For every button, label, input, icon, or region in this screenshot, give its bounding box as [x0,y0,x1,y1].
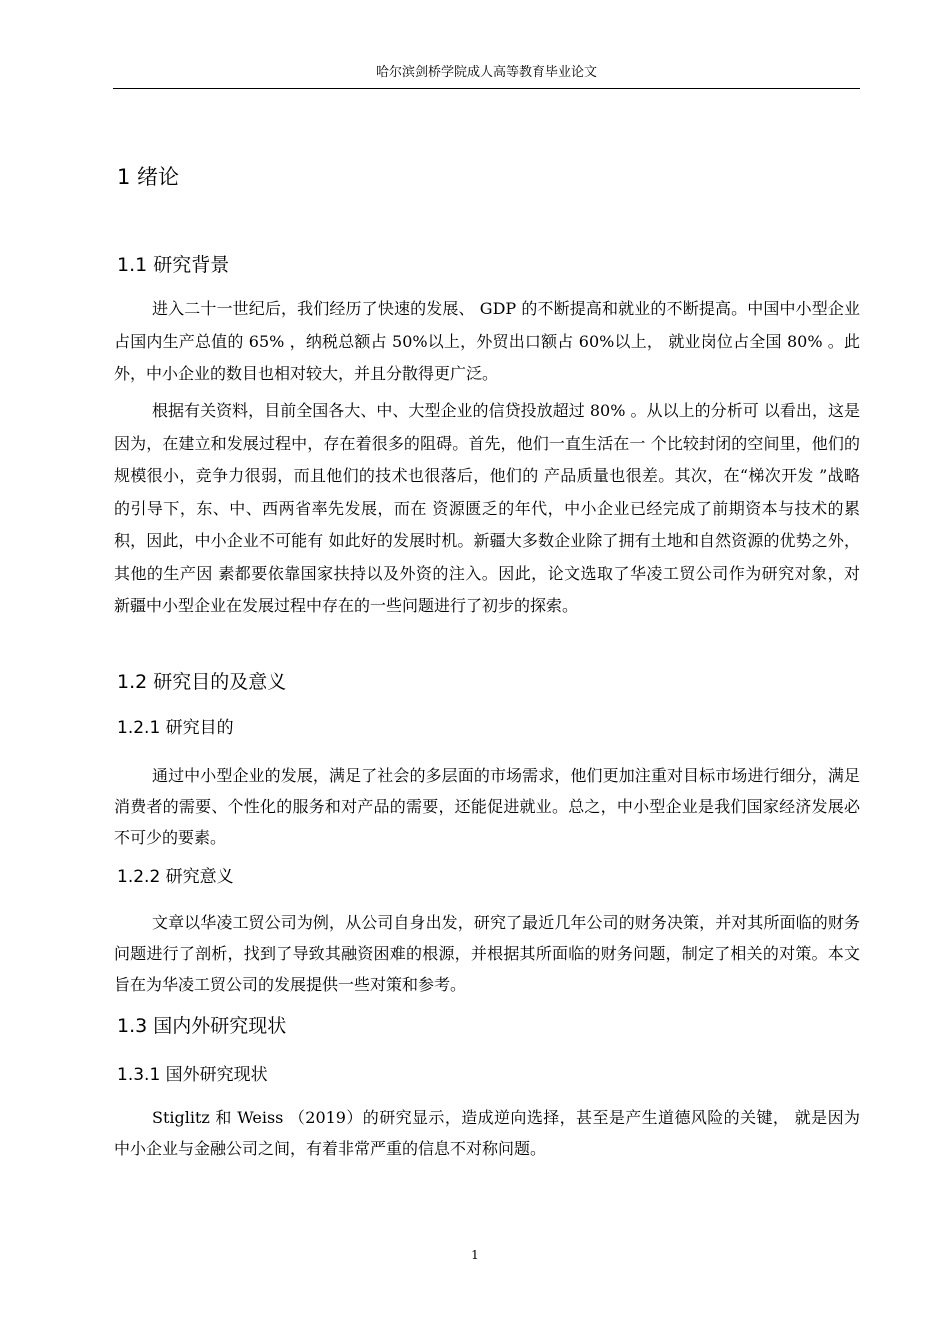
paragraph-research-background-2: 根据有关资料，目前全国各大、中、大型企业的信贷投放超过 80% 。从以上的分析可 以看出，这是因为，在建立和发展过程中，存在着很多的阻碍。首先，他们一直生活在一 个比较封闭的空间里，他们的规模很小，竞争力很弱，而且他们的技术也很落后，他们的 产品质量也很差。其次，在“梯次开发 ”战略的引导下，东、中、西两省率先发展，而在 资源匮乏的年代，中小企业已经完成了前期资本与技术的累积，因此，中小企业不可能有 如此好的发展时机。新疆大多数企业除了拥有土地和自然资源的优势之外，其他的生产因 素都要依靠国家扶持以及外资的注入。因此，论文选取了华凌工贸公司作为研究对象，对 新疆中小型企业在发展过程中存在的一些问题进行了初步的探索。 [114,401,860,615]
paragraph-research-background-1: 进入二十一世纪后，我们经历了快速的发展、 GDP 的不断提高和就业的不断提高。中国中小型企业占国内生产总值的 65% ，纳税总额占 50%以上，外贸出口额占 60%以上， 就业岗位占全国 80% 。此外，中小企业的数目也相对较大，并且分散得更广泛。 [114,299,860,383]
running-header: 哈尔滨剑桥学院成人高等教育毕业论文 [375,65,597,80]
section-heading-1-2-1: 1.2.1 研究目的 [117,718,234,738]
section-heading-1-3: 1.3 国内外研究现状 [117,1015,287,1037]
section-heading-1-2: 1.2 研究目的及意义 [117,671,287,693]
section-heading-1-3-1: 1.3.1 国外研究现状 [117,1065,268,1085]
paragraph-foreign-research: Stiglitz 和 Weiss （2019）的研究显示，造成逆向选择，甚至是产生道德风险的关键， 就是因为中小企业与金融公司之间，有着非常严重的信息不对称问题。 [114,1108,860,1158]
paragraph-research-purpose: 通过中小型企业的发展，满足了社会的多层面的市场需求，他们更加注重对目标市场进行细分，满足消费者的需要、个性化的服务和对产品的需要，还能促进就业。总之，中小型企业是我们国家经济发展必不可少的要素。 [114,766,860,847]
section-heading-1-2-2: 1.2.2 研究意义 [117,867,234,887]
paragraph-research-significance: 文章以华凌工贸公司为例，从公司自身出发，研究了最近几年公司的财务决策，并对其所面临的财务问题进行了剖析，找到了导致其融资困难的根源，并根据其所面临的财务问题，制定了相关的对策。本文旨在为华凌工贸公司的发展提供一些对策和参考。 [114,913,860,994]
page-number: 1 [471,1248,479,1262]
chapter-title: 1 绪论 [117,165,180,189]
header-divider [113,88,860,89]
section-heading-1-1: 1.1 研究背景 [117,254,230,276]
